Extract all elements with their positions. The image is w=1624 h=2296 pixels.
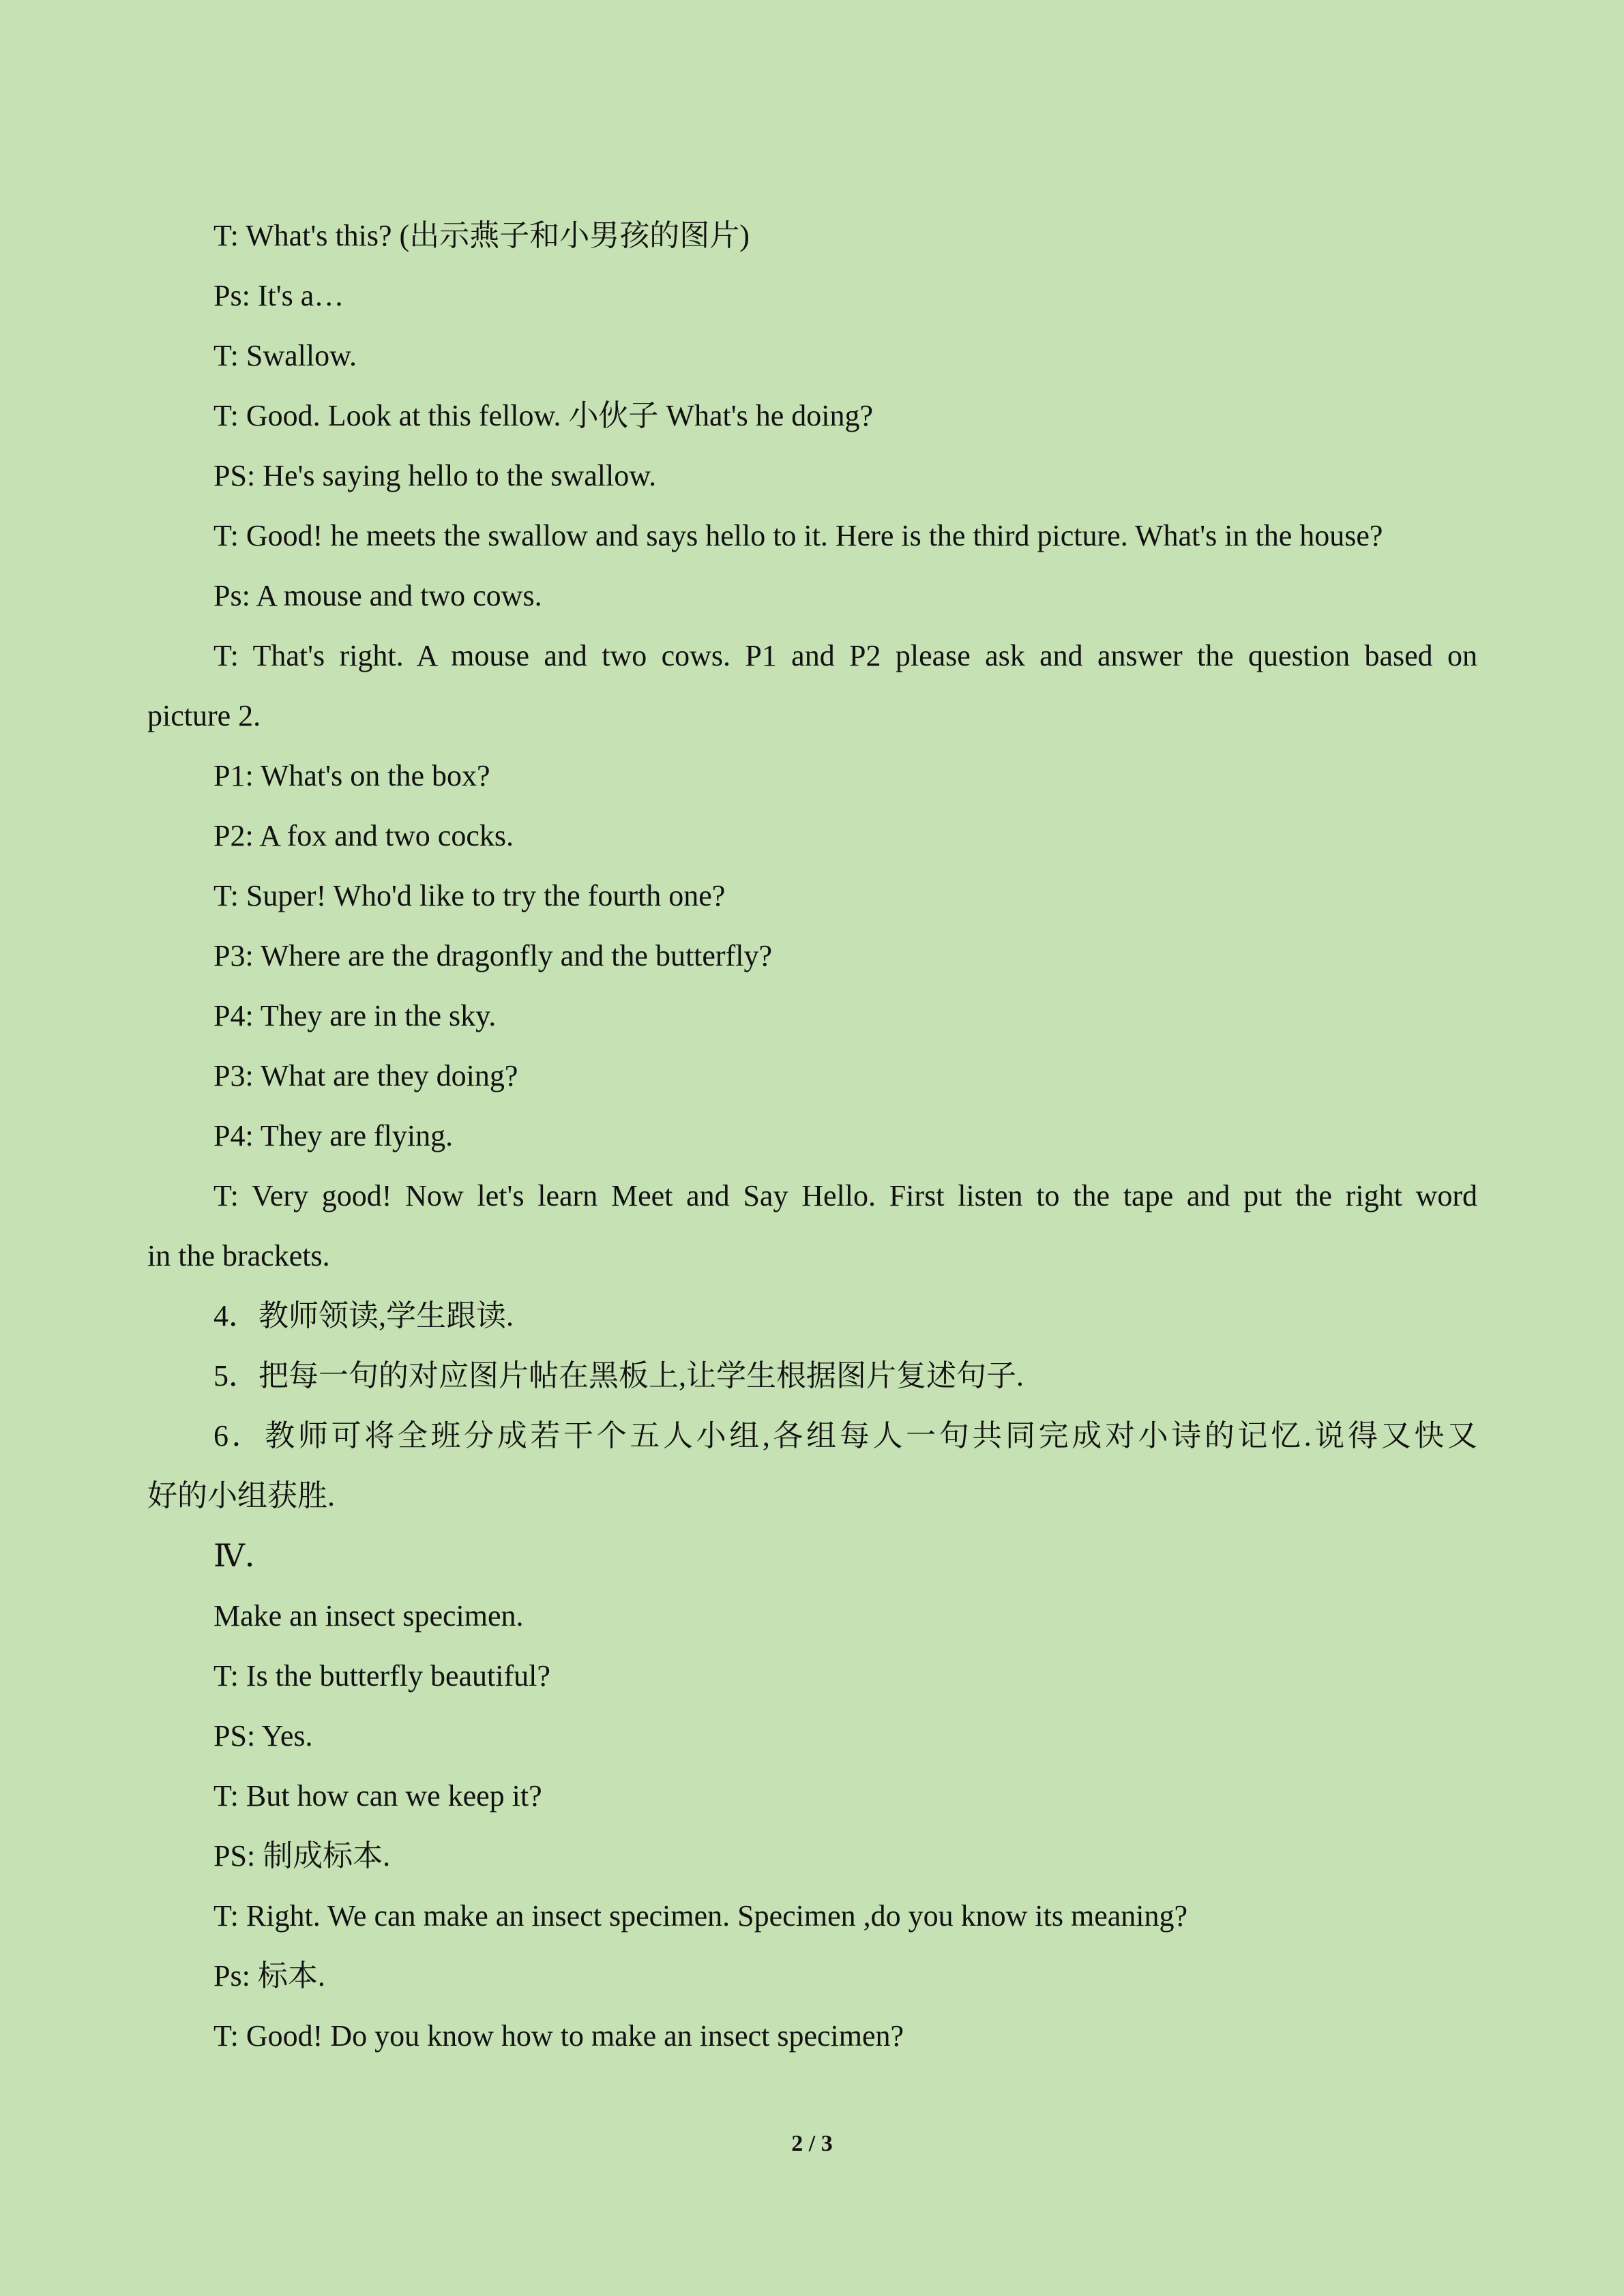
- text-line: T: Right. We can make an insect specimen. Specimen ,do you know its meaning?: [213, 1899, 1188, 1933]
- text-line: T: Super! Who'd like to try the fourth one?: [213, 879, 726, 912]
- text-line: T: That's right. A mouse and two cows. P1 and P2 please ask and answer the question based on: [213, 639, 1477, 672]
- text-line: Ps: 标本.: [213, 1959, 325, 1993]
- text-line: P3: Where are the dragonfly and the butterfly?: [213, 939, 772, 972]
- text-line: 好的小组获胜.: [147, 1479, 335, 1512]
- text-line: picture 2.: [147, 699, 261, 732]
- text-line: 4．教师领读,学生跟读.: [213, 1299, 514, 1332]
- text-line: in the brackets.: [147, 1239, 330, 1272]
- text-line: P3: What are they doing?: [213, 1059, 518, 1092]
- text-line: Ps: A mouse and two cows.: [213, 579, 542, 612]
- text-line: T: Good! he meets the swallow and says hello to it. Here is the third picture. What's in the house?: [213, 519, 1383, 552]
- text-line: Ps: It's a…: [213, 279, 344, 312]
- page-number: 2 / 3: [791, 2131, 833, 2156]
- text-line: T: Swallow.: [213, 339, 357, 372]
- text-line: T: Very good! Now let's learn Meet and Say Hello. First listen to the tape and put the right word: [213, 1179, 1477, 1212]
- text-line: PS: Yes.: [213, 1719, 313, 1753]
- text-line: P2: A fox and two cocks.: [213, 819, 514, 852]
- text-line: T: Good! Do you know how to make an insect specimen?: [213, 2019, 904, 2053]
- text-line: T: But how can we keep it?: [213, 1779, 542, 1813]
- text-line: P1: What's on the box?: [213, 759, 490, 792]
- text-line: T: Is the butterfly beautiful?: [213, 1659, 550, 1693]
- text-line: T: Good. Look at this fellow. 小伙子 What's he doing?: [213, 399, 874, 432]
- section-heading: Ⅳ．: [213, 1538, 276, 1573]
- document-body: [147, 206, 1477, 2066]
- text-line: P4: They are flying.: [213, 1119, 454, 1152]
- text-line: 6．教师可将全班分成若干个五人小组,各组每人一句共同完成对小诗的记忆.说得又快又: [213, 1419, 1477, 1452]
- text-line: 5．把每一句的对应图片帖在黑板上,让学生根据图片复述句子.: [213, 1359, 1024, 1392]
- text-line: T: What's this? (出示燕子和小男孩的图片): [213, 219, 750, 252]
- text-line: Make an insect specimen.: [213, 1599, 524, 1632]
- text-line: PS: 制成标本.: [213, 1839, 391, 1873]
- text-line: P4: They are in the sky.: [213, 999, 497, 1032]
- text-line: PS: He's saying hello to the swallow.: [213, 459, 657, 492]
